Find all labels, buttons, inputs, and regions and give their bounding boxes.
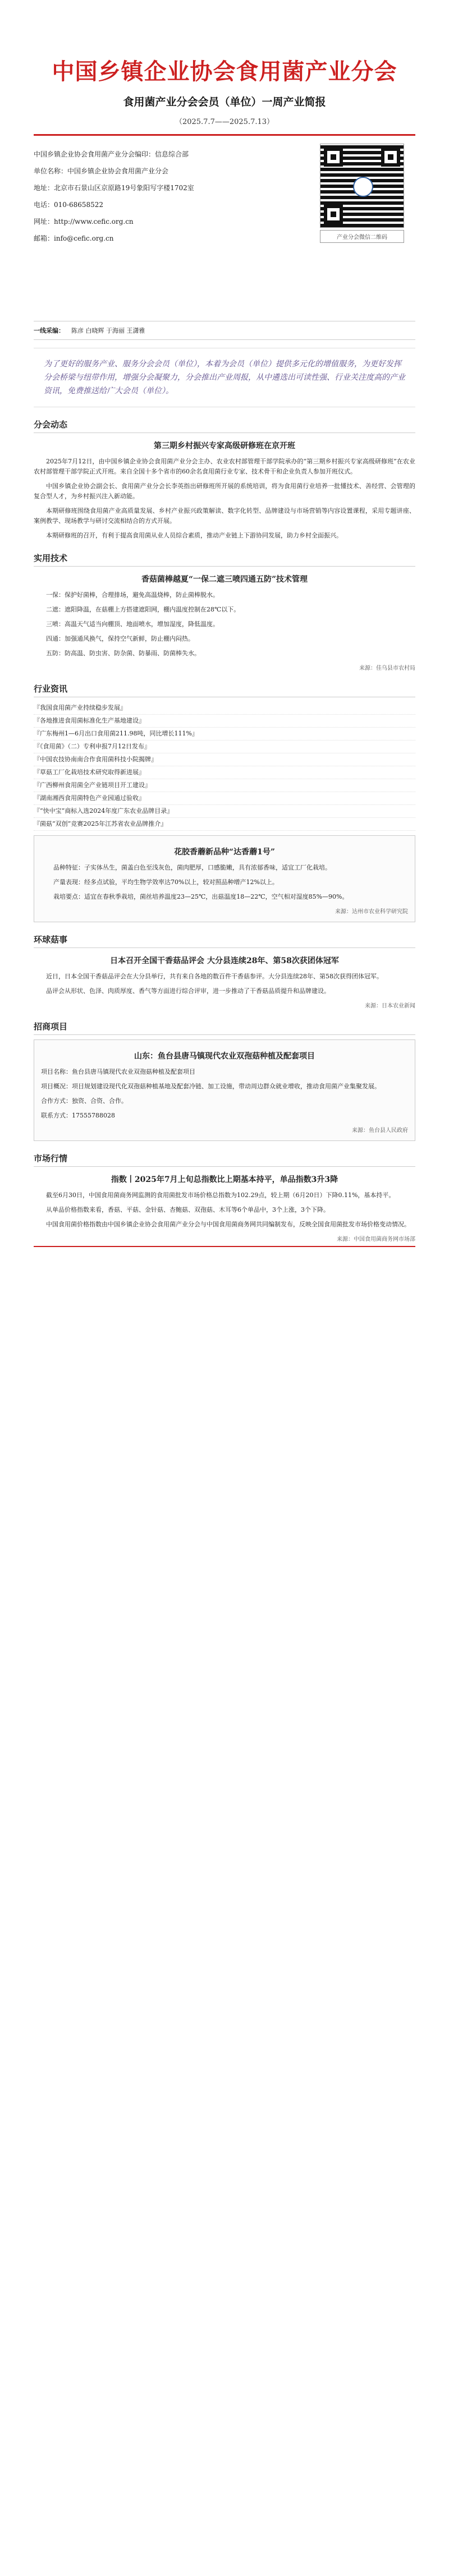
org-title: 中国乡镇企业协会食用菌产业分会 <box>52 59 397 85</box>
news-item[interactable]: 『中国农技协南南合作食用菌科技小院揭牌』 <box>34 753 415 766</box>
news-item[interactable]: 『广西柳州食用菌全产业链项目开工建设』 <box>34 779 415 792</box>
news-item[interactable]: 『《食用菌》（二）专利申报7月12日发布』 <box>34 740 415 753</box>
section-title: 市场行情 <box>34 1152 415 1167</box>
section-industry-news <box>34 683 415 922</box>
paragraph: 一保：保护好菌棒，合理排场，避免高温烧棒，防止菌棒脱水。 <box>46 591 219 599</box>
footer-rule <box>34 1246 415 1247</box>
paragraph: 项目概况：项目规划建设现代化双孢菇种植基地及配套冷链、加工设施，带动周边群众就业增收，推动食用菌产业集聚发展。 <box>41 1083 381 1090</box>
news-item[interactable]: 『草菇工厂化栽培技术研究取得新进展』 <box>34 766 415 779</box>
editor-names <box>34 321 415 340</box>
qr-finder <box>324 148 343 167</box>
qr-logo-icon <box>353 177 373 197</box>
info-block <box>34 136 415 321</box>
news-item[interactable]: 『广东梅州1—6月出口食用菌211.98吨，同比增长111%』 <box>34 728 415 740</box>
section-title: 环球菇事 <box>34 933 415 948</box>
source-note: 来源：佳乌县市农村局 <box>359 665 415 671</box>
email-line[interactable]: 邮箱：info@cefic.org.cn <box>34 234 114 242</box>
editors-label: 一线采编： <box>34 327 65 334</box>
article-title: 香菇菌棒越夏“一保二遮三喷四通五防”技术管理 <box>141 575 308 584</box>
paragraph: 合作方式：独资、合资、合作。 <box>41 1097 127 1105</box>
qr-finder <box>381 148 400 167</box>
phone-line: 电话：010-68658522 <box>34 201 104 209</box>
brief-title: 食用菌产业分会会员（单位）一周产业简报 <box>123 96 326 108</box>
paragraph: 四通：加强通风换气，保持空气新鲜，防止棚内闷热。 <box>46 635 194 642</box>
source-note: 来源：达州市农业科学研究院 <box>335 909 408 915</box>
source-note: 来源：鱼台县人民政府 <box>352 1128 408 1134</box>
section-title: 招商项目 <box>34 1020 415 1035</box>
variety-box <box>34 835 415 922</box>
unit-line: 单位名称：中国乡镇企业协会食用菌产业分会 <box>34 167 169 175</box>
paragraph: 产量表现：经多点试验，平均生物学效率达70%以上，较对照品种增产12%以上。 <box>53 878 278 886</box>
section-investment <box>34 1020 415 1141</box>
paragraph: 二遮：遮阳降温，在菇棚上方搭建遮阳网，棚内温度控制在28℃以下。 <box>46 606 240 613</box>
section-global-news <box>34 933 415 1009</box>
section-title: 分会动态 <box>34 418 415 433</box>
source-note: 来源：中国食用菌商务网市场部 <box>337 1236 415 1243</box>
paragraph: 本期研修班的召开，有利于提高食用菌从业人员综合素质，推动产业链上下游协同发展，助力乡村全面振兴。 <box>46 532 342 539</box>
paragraph: 2025年7月12日，由中国乡镇企业协会食用菌产业分会主办、农业农村部管理干部学院承办的“第三期乡村振兴专家高级研修班”在农业农村部管理干部学院正式开班。来自全国十多个省市的60余名食用菌行业专家、技术骨干和企业负责人参加开班仪式。 <box>34 458 415 475</box>
contact-lines <box>34 148 281 249</box>
project-box <box>34 1039 415 1141</box>
brief-date: （2025.7.7——2025.7.13） <box>175 118 274 126</box>
paragraph: 联系方式：17555788028 <box>41 1112 115 1119</box>
paragraph: 从单品价格指数来看，香菇、平菇、金针菇、杏鲍菇、双孢菇、木耳等6个单品中，3个上涨，3个下降。 <box>46 1206 329 1213</box>
article-title: 花胶香蘑新品种“达香蘑1号” <box>174 848 275 857</box>
wechat-qr-code <box>320 144 404 228</box>
editors-value: 陈彦 白晓辉 于海丽 王潇雅 <box>71 327 145 334</box>
news-item[interactable]: 『各地推进食用菌标准化生产基地建设』 <box>34 715 415 728</box>
news-item[interactable]: 『我国食用菌产业持续稳步发展』 <box>34 702 415 715</box>
section-association-news <box>34 418 415 541</box>
paragraph: 五防：防高温、防虫害、防杂菌、防暴雨、防菌棒失水。 <box>46 650 200 657</box>
qr-caption: 产业分会微信二维码 <box>320 230 404 243</box>
website-line[interactable]: 网址：http://www.cefic.org.cn <box>34 218 134 226</box>
article-title: 指数丨2025年7月上旬总指数比上期基本持平，单品指数3升3降 <box>111 1175 338 1184</box>
paragraph: 中国乡镇企业协会副会长、食用菌产业分会长李英指出研修班所开展的系统培训，将为食用菌行业培养一批懂技术、善经营、会管理的复合型人才，为乡村振兴注入新动能。 <box>34 482 415 500</box>
address-line: 地址：北京市石景山区京原路19号象阳写字楼1702室 <box>34 184 194 192</box>
intro-text: 为了更好的服务产业、服务分会会员（单位），本着为会员（单位）提供多元化的增值服务，为更好发挥分会桥梁与纽带作用，增强分会凝聚力，分会推出产业周报，从中遴选出可读性强、行业关注度高的产业资讯，免费推送给广大会员（单位）。 <box>34 348 415 407</box>
paragraph: 近日，日本全国干香菇品评会在大分县举行，共有来自各地的数百件干香菇参评。大分县连续28年、第58次获得团体冠军。 <box>46 973 383 980</box>
article-title: 第三期乡村振兴专家高级研修班在京开班 <box>154 441 295 450</box>
paragraph: 三喷：高温天气适当向棚顶、地面喷水，增加湿度，降低温度。 <box>46 620 219 628</box>
source-note: 来源：日本农业新闻 <box>365 1003 415 1009</box>
paragraph: 品种特征：子实体丛生，菌盖白色至浅灰色，菌肉肥厚，口感脆嫩，具有浓郁香味，适宜工厂化栽培。 <box>53 864 331 871</box>
paragraph: 栽培要点：适宜在春秋季栽培，菌丝培养温度23—25℃，出菇温度18—22℃，空气相对湿度85%—90%。 <box>53 893 349 900</box>
editor-line: 中国乡镇企业协会食用菌产业分会编印：信息综合部 <box>34 150 189 158</box>
news-item[interactable]: 『“快中宝”商标入选2024年度广东农业品牌目录』 <box>34 805 415 818</box>
news-list <box>34 702 415 831</box>
article-title: 山东：鱼台县唐马镇现代农业双孢菇种植及配套项目 <box>134 1052 315 1061</box>
paragraph: 中国食用菌价格指数由中国乡镇企业协会食用菌产业分会与中国食用菌商务网共同编制发布，反映全国食用菌批发市场价格变动情况。 <box>46 1221 410 1228</box>
paragraph: 本期研修班围绕食用菌产业高质量发展、乡村产业振兴政策解读、数字化转型、品牌建设与市场营销等内容设置课程，采用专题讲座、案例教学、现场教学与研讨交流相结合的方式开展。 <box>34 507 415 525</box>
paragraph: 品评会从形状、色泽、肉质厚度、香气等方面进行综合评审，进一步推动了干香菇品质提升和品牌建设。 <box>46 987 330 995</box>
paragraph: 项目名称：鱼台县唐马镇现代农业双孢菇种植及配套项目 <box>41 1068 195 1075</box>
section-market <box>34 1152 415 1247</box>
qr-finder <box>324 205 343 224</box>
news-item[interactable]: 『湖南湘西食用菌特色产业园通过验收』 <box>34 792 415 805</box>
section-title: 实用技术 <box>34 552 415 567</box>
news-item[interactable]: 『菌菇“双创”竞赛2025年江苏省农业品牌推介』 <box>34 818 415 831</box>
paragraph: 截至6月30日，中国食用菌商务网监测的食用菌批发市场价格总指数为102.29点，较上期（6月20日）下降0.11%，基本持平。 <box>46 1192 395 1199</box>
article-title: 日本召开全国干香菇品评会 大分县连续28年、第58次获团体冠军 <box>110 956 339 965</box>
section-title: 行业资讯 <box>34 683 415 697</box>
masthead <box>34 0 415 136</box>
section-practical-tech <box>34 552 415 671</box>
